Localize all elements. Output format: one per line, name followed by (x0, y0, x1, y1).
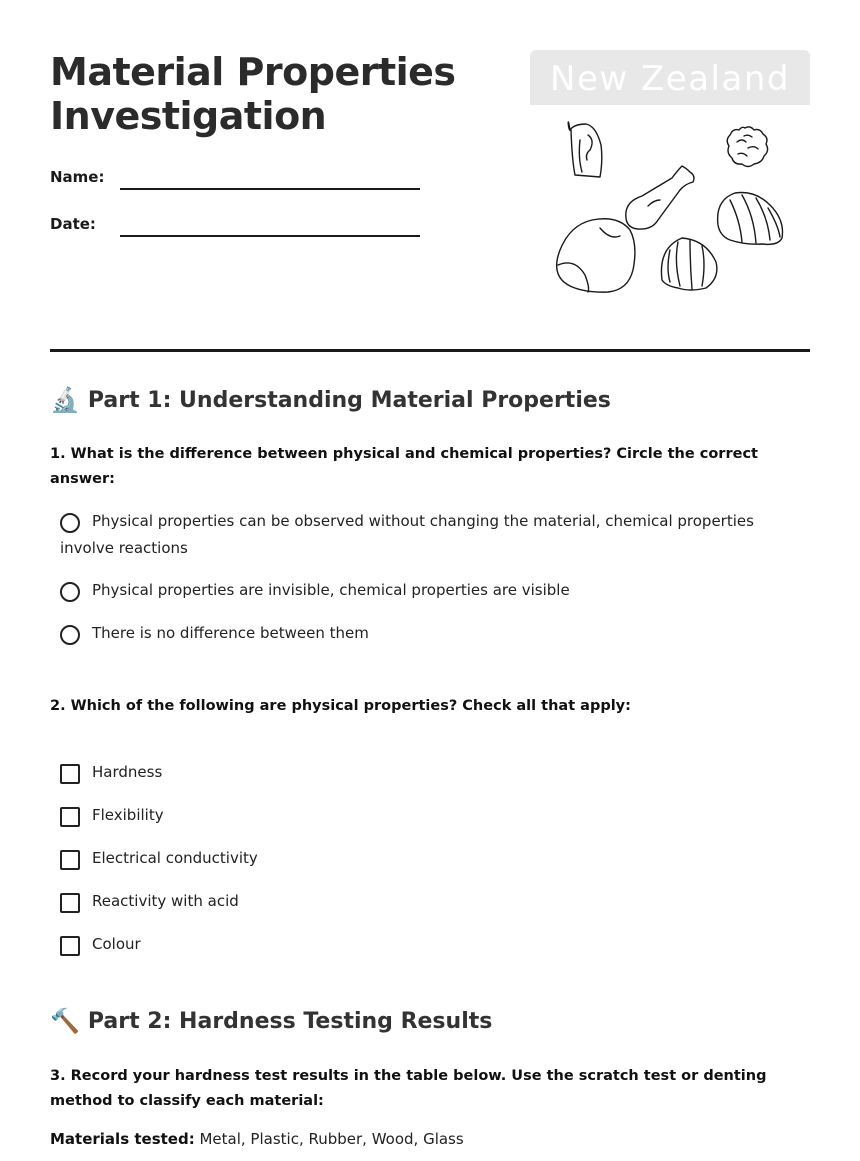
materials-tested (50, 1130, 464, 1148)
sponge-icon (727, 127, 767, 167)
question-1: 1. What is the difference between physical and chemical properties? Circle the correct answer: (50, 446, 758, 487)
checkbox[interactable] (60, 893, 80, 913)
question-3: 3. Record your hardness test results in the table below. Use the scratch test or denting method to classify each material: (50, 1068, 767, 1109)
q2-option-1[interactable] (60, 759, 800, 786)
name-label: Name: (50, 168, 105, 186)
image-banner: New Zealand (530, 50, 810, 105)
q1-option-1[interactable] (60, 508, 800, 562)
header-illustration (530, 50, 810, 300)
page-title: Material Properties Investigation (50, 50, 456, 138)
part1-heading (50, 386, 611, 414)
radio-circle[interactable] (60, 625, 80, 645)
section-divider (50, 349, 810, 352)
q2-option-2-label: Flexibility (92, 806, 164, 824)
name-field[interactable] (50, 160, 420, 190)
q2-option-4[interactable] (60, 888, 800, 915)
q1-option-3[interactable] (60, 620, 800, 647)
checkbox[interactable] (60, 807, 80, 827)
part2-heading (50, 1007, 492, 1035)
q2-option-5[interactable] (60, 931, 800, 958)
q2-option-2[interactable] (60, 802, 800, 829)
wood-piece-icon (568, 122, 602, 177)
name-line[interactable] (120, 188, 420, 190)
checkbox[interactable] (60, 764, 80, 784)
materials-drawing (530, 50, 810, 300)
q2-option-5-label: Colour (92, 935, 141, 953)
shell-icon (661, 238, 716, 290)
hammer-icon: 🔨 (50, 1007, 80, 1035)
q2-option-3[interactable] (60, 845, 800, 872)
q1-option-3-label: There is no difference between them (92, 624, 369, 642)
bone-icon (626, 166, 694, 229)
q2-option-1-label: Hardness (92, 763, 163, 781)
date-label: Date: (50, 215, 96, 233)
q2-option-4-label: Reactivity with acid (92, 892, 239, 910)
q1-option-1-label: Physical properties can be observed without changing the material, chemical properties involve reactions (60, 512, 754, 557)
seashell-icon (718, 193, 783, 245)
checkbox[interactable] (60, 936, 80, 956)
q2-option-3-label: Electrical conductivity (92, 849, 258, 867)
radio-circle[interactable] (60, 513, 80, 533)
part2-heading-text: Part 2: Hardness Testing Results (87, 1008, 493, 1034)
date-line[interactable] (120, 235, 420, 237)
q1-option-2[interactable] (60, 577, 800, 604)
microscope-icon: 🔬 (50, 386, 80, 414)
rock-icon (557, 219, 635, 292)
date-field[interactable] (50, 207, 420, 237)
question-2: 2. Which of the following are physical properties? Check all that apply: (50, 698, 631, 714)
q1-option-2-label: Physical properties are invisible, chemical properties are visible (92, 581, 570, 599)
materials-list: Metal, Plastic, Rubber, Wood, Glass (199, 1130, 464, 1148)
radio-circle[interactable] (60, 582, 80, 602)
materials-label: Materials tested: (50, 1130, 195, 1148)
part1-heading-text: Part 1: Understanding Material Properties (87, 387, 611, 413)
checkbox[interactable] (60, 850, 80, 870)
